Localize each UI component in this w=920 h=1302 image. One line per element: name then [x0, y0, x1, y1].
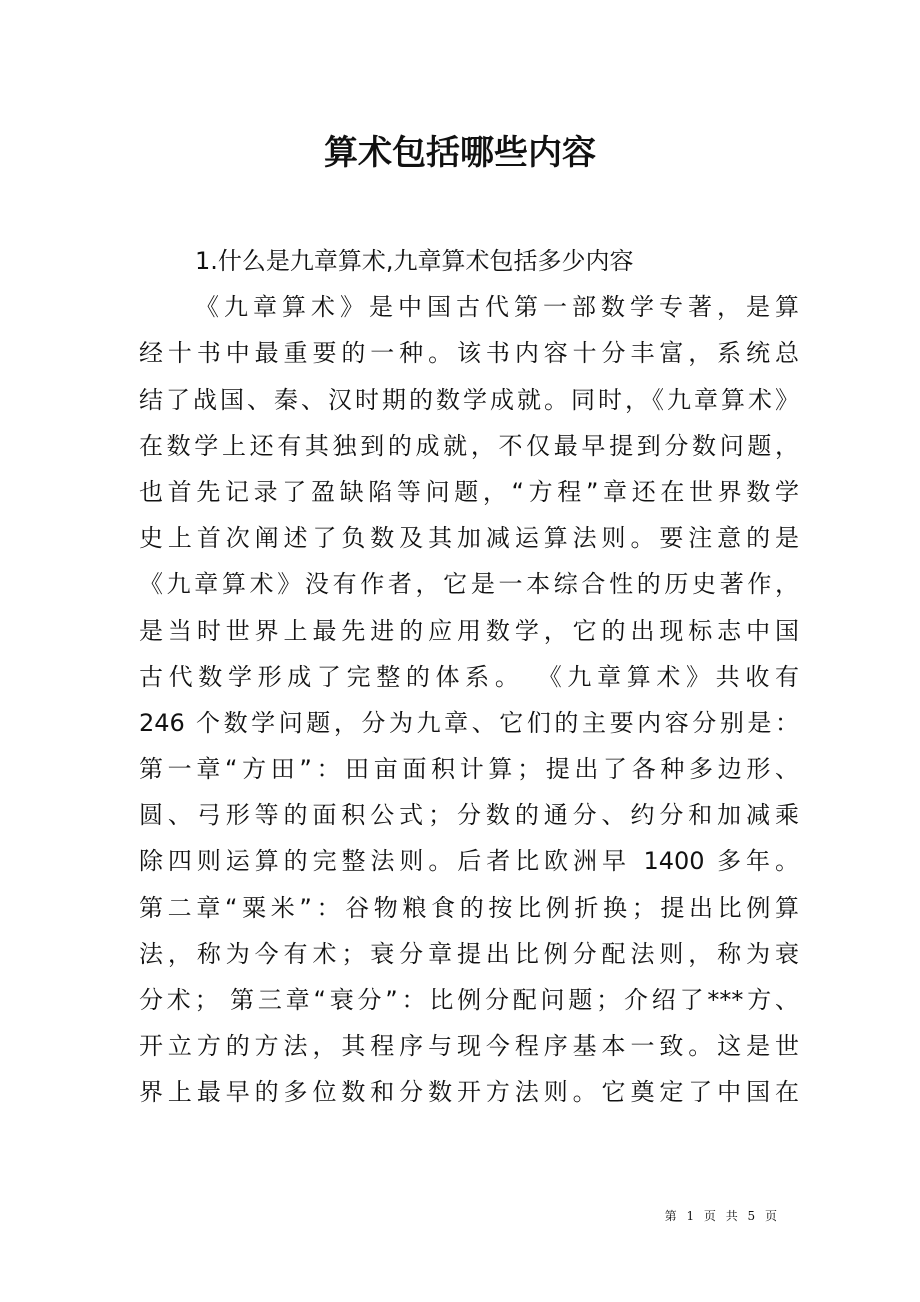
text-line: 第二章“粟米”：谷物粮食的按比例折换；提出比例算: [139, 893, 799, 922]
article-body: [139, 238, 799, 1116]
text-line: 史上首次阐述了负数及其加减运算法则。要注意的是: [139, 524, 799, 553]
text-line: 经十书中最重要的一种。该书内容十分丰富，系统总: [139, 339, 799, 368]
text-line: 古代数学形成了完整的体系。 《九章算术》共收有: [139, 662, 799, 691]
page-title: 算术包括哪些内容: [324, 133, 596, 173]
text-line: 圆、弓形等的面积公式；分数的通分、约分和加减乘: [139, 801, 799, 830]
text-line: 246 个数学问题，分为九章、它们的主要内容分别是：: [139, 708, 799, 737]
text-line: 是当时世界上最先进的应用数学，它的出现标志中国: [139, 616, 799, 645]
text-line: 除四则运算的完整法则。后者比欧洲早 1400 多年。: [139, 847, 799, 876]
section-heading: 1.什么是九章算术,九章算术包括多少内容: [195, 247, 634, 275]
text-line: 结了战国、秦、汉时期的数学成就。同时，《九章算术》: [139, 385, 799, 414]
text-line: 法，称为今有术；衰分章提出比例分配法则，称为衰: [139, 939, 799, 968]
text-line: 开立方的方法，其程序与现今程序基本一致。这是世: [139, 1032, 799, 1061]
page-number-footer: 第 1 页 共 5 页: [664, 1209, 780, 1223]
text-line: 界上最早的多位数和分数开方法则。它奠定了中国在: [139, 1078, 799, 1107]
text-line: 《九章算术》没有作者，它是一本综合性的历史著作，: [139, 570, 799, 599]
text-line: 分术； 第三章“衰分”：比例分配问题；介绍了***方、: [139, 986, 799, 1014]
text-line: 也首先记录了盈缺陷等问题，“方程”章还在世界数学: [139, 477, 799, 506]
text-line: 第一章“方田”：田亩面积计算；提出了各种多边形、: [139, 755, 799, 784]
text-line: 《九章算术》是中国古代第一部数学专著，是算: [195, 293, 799, 322]
text-line: 在数学上还有其独到的成就，不仅最早提到分数问题，: [139, 431, 799, 460]
